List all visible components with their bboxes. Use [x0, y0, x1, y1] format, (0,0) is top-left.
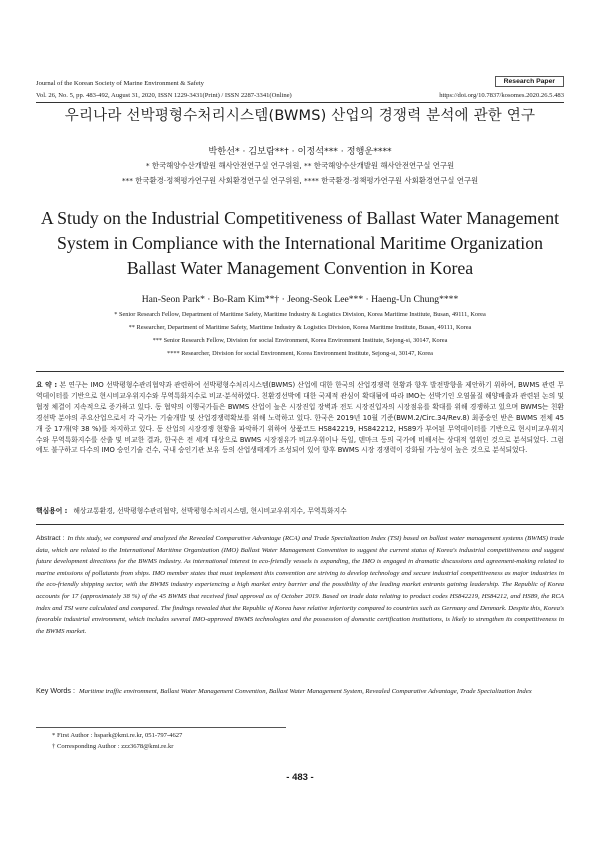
english-affiliation-2: ** Researcher, Department of Maritime Safety, Maritime Industry & Logistics Division, Korea Maritime Institute, Busan, 49111, Korea — [128, 324, 472, 331]
korean-abstract — [36, 380, 564, 456]
first-author-footnote: * First Author : hspark@kmi.re.kr, 051-797-4627 — [52, 732, 183, 739]
journal-name: Journal of the Korean Society of Marine Environment & Safety — [36, 80, 204, 87]
korean-affiliation-1: * 한국해양수산개발원 해사안전연구실 연구위원, ** 한국해양수산개발원 해사안전연구실 연구원 — [145, 161, 455, 170]
english-keywords-text: Maritime traffic environment, Ballast Water Management Convention, Ballast Water Management System, Revealed Comparative Advantage, Trade Specialization Index — [79, 688, 532, 695]
korean-keywords-text: 해상교통환경, 선박평형수관리협약, 선박평형수처리시스템, 현시비교우위지수, 무역특화지수 — [73, 507, 347, 515]
english-affiliation-3: *** Senior Research Fellow, Division for social Environment, Korea Environment Institute, Sejong-si, 30147, Korea — [152, 337, 448, 344]
corresponding-author-footnote: † Corresponding Author : zzz3678@kmi.re.kr — [52, 743, 174, 750]
korean-keywords — [36, 505, 564, 515]
korean-authors: 박한선* · 김보람**† · 이정석*** · 정행운**** — [208, 146, 392, 157]
korean-abstract-label: 요 약 : — [36, 381, 58, 389]
korean-keywords-label: 핵심용어 : — [36, 507, 68, 515]
english-title: A Study on the Industrial Competitiveness of Ballast Water Management System in Compliance with the International Maritime Organization Ballast Water Management Convention in Korea — [40, 208, 560, 278]
abstract-divider-middle — [36, 524, 564, 525]
english-abstract-text: In this study, we compared and analyzed the Revealed Comparative Advantage (RCA) and Trade Specialization Index (TSI) based on ballast water management systems (BWMS) trade data, which are related to the International Maritime Organization (IMO) Ballast Water Management Convention to suggest the current status of Korea's industrial competitiveness and suggest future development directions for the BWMS industry. As international interest in eco-friendly vessels is expanding, the IMO is engaged in dramatic discussions and agreement-making related to marine emissions of pollutants from ships. IMO member states that must implement this convention are striving to develop technology and secure industrial competitiveness as major industries in the eco-friendly shipping sector, with the BWMS industry experiencing a high market entry barrier and the possibility of the leading market entrants gaining leadership. The Republic of Korea accounts for 17 (approximately 38 %) of the 45 BWMS that received final approval as of October 2019. Based on trade data relating to product codes HS842219, HS84212, and HS89, the RCA index and TSI were calculated and compared. The findings revealed that the Republic of Korea have relative inferiority compared to countries such as Germany and Denmark. Despite this, Korea's favorable industrial environment, which includes several IMO-approved BWMS technologies and the possession of domestic certification institutions, is likely to strengthen its competitiveness in the BWMS market. — [36, 535, 564, 635]
footnote-divider — [36, 727, 286, 728]
english-abstract-label: Abstract : — [36, 535, 65, 542]
english-keywords-label: Key Words : — [36, 686, 76, 695]
korean-affiliation-2: *** 한국환경·정책평가연구원 사회환경연구실 연구위원, **** 한국환경·정책평가연구원 사회환경연구실 연구원 — [121, 176, 479, 185]
research-paper-badge: Research Paper — [495, 76, 564, 87]
korean-abstract-text: 본 연구는 IMO 선박평형수관리협약과 관련하여 선박평형수처리시스템(BWMS) 산업에 대한 한국의 산업경쟁력 현황과 향후 발전방향을 제안하기 위하여, BWMS 관련 무역데이터를 기반으로 현시비교우위지수와 무역특화지수로 비교·분석하였다. 친환경선박에 대한 국제적 관심이 확대됨에 따라 IMO는 선박기인 오염물질 해양배출과 관련된 논의 및 협정 체결이 지속적으로 증가하고 있다. 동 협약의 이행국가들은 BWMS 산업이 높은 시장진입 장벽과 전도 시장진입자의 시장점유를 확대를 위해 경쟁하고 있으며 BWMS는 친환경선박 분야의 주요산업으로서 각 국가는 기술개발 및 산업경쟁력확보를 위해 노력하고 있다. 한국은 2019년 10월 기준(BWM.2/Circ.34/Rev.8) 최종승인 받은 BWMS 전체 45개 중 17개(약 38 %)를 차지하고 있다. 동 산업의 시장경쟁 현황을 파악하기 위하여 상품코드 HS842219, HS842212, HS89가 부여된 무역데이터를 기반으로 현시비교우위지수와 무역특화지수를 산출 및 비교한 결과, 한국은 전 세계 대상으로 BWMS 시장점유가 비교우위이나 독일, 덴마크 등의 국가에 비해서는 상대적 열위인 것으로 분석되었다. 그럼에도 불구하고 다수의 IMO 승인기술 건수, 국내 승인기관 보유 등의 산업생태계가 조성되어 있어 향후 BWMS 시장 경쟁력이 강화될 가능성이 높은 것으로 분석되었다. — [36, 381, 564, 455]
korean-title: 우리나라 선박평형수처리시스템(BWMS) 산업의 경쟁력 분석에 관한 연구 — [64, 108, 536, 124]
english-keywords — [36, 685, 564, 697]
english-abstract — [36, 533, 564, 637]
english-authors: Han-Seon Park* · Bo-Ram Kim**† · Jeong-Seok Lee*** · Haeng-Un Chung**** — [141, 294, 459, 305]
abstract-divider-top — [36, 371, 564, 372]
english-affiliation-1: * Senior Research Fellow, Department of Maritime Safety, Maritime Industry & Logistics Division, Korea Maritime Institute, Busan, 49111, Korea — [114, 311, 486, 318]
doi-link[interactable]: https://doi.org/10.7837/kosomes.2020.26.5.483 — [439, 92, 564, 99]
english-affiliation-4: **** Researcher, Division for social Environment, Korea Environment Institute, Sejong-si, 30147, Korea — [167, 350, 433, 357]
header-divider — [36, 102, 564, 103]
page-number: - 483 - — [286, 772, 314, 783]
volume-info: Vol. 26, No. 5, pp. 483-492, August 31, 2020, ISSN 1229-3431(Print) / ISSN 2287-3341(Online) — [36, 92, 292, 99]
